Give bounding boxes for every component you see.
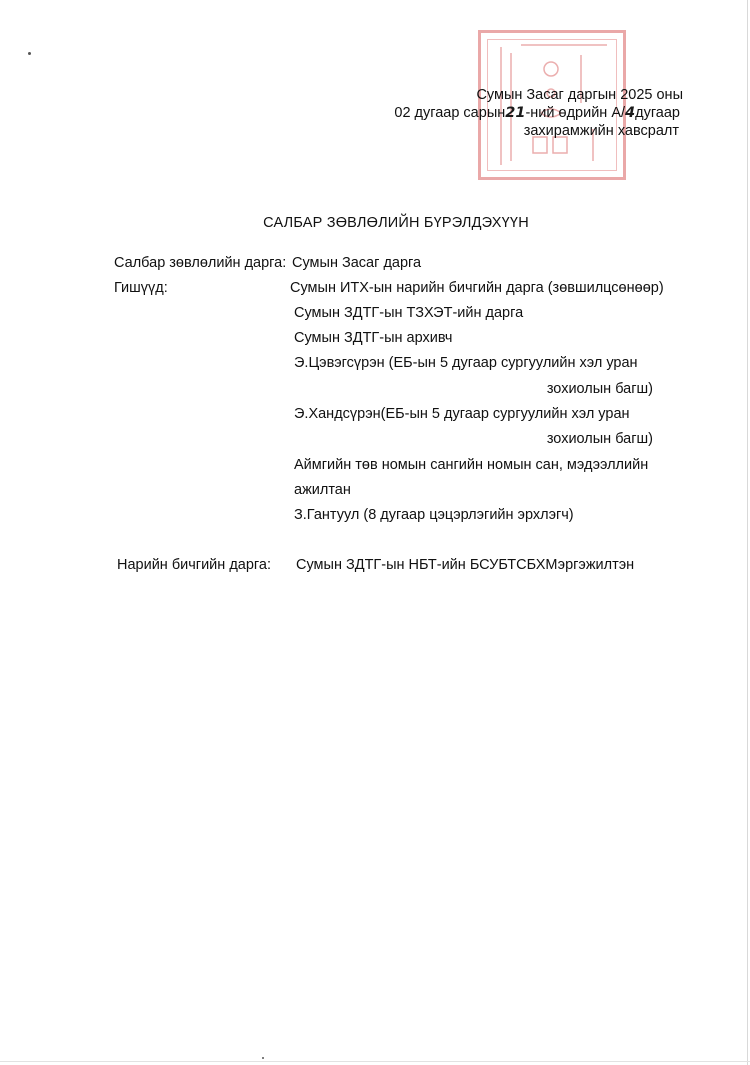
member-line: З.Гантуул (8 дугаар цэцэрлэгийн эрхлэгч) — [294, 507, 574, 523]
member-line: Э.Цэвэгсүрэн (ЕБ-ын 5 дугаар сургуулийн хэл уран — [294, 355, 638, 371]
member-line: Сумын ИТХ-ын нарийн бичгийн дарга (зөвшилцсөнөөр) — [290, 280, 664, 296]
member-line: ажилтан — [294, 482, 351, 498]
secretary-label: Нарийн бичгийн дарга: — [117, 557, 271, 573]
member-line: зохиолын багш) — [546, 381, 653, 397]
member-line: Сумын ЗДТГ-ын ТЗХЭТ-ийн дарга — [294, 305, 524, 321]
header-line-2-suffix: дугаар — [635, 105, 680, 121]
secretary-value: Сумын ЗДТГ-ын НБТ-ийн БСУБТСБХМэргэжилтэн — [296, 557, 635, 573]
header-line-2 — [394, 104, 680, 122]
header-line-3: захирамжийн хавсралт — [523, 123, 679, 139]
member-line: Э.Хандсүрэн(ЕБ-ын 5 дугаар сургуулийн хэл уран — [294, 406, 630, 422]
scan-speck — [262, 1057, 264, 1059]
scan-speck — [28, 52, 31, 55]
handwritten-day: 21 — [505, 105, 526, 121]
header-line-1: Сумын Засаг даргын 2025 оны — [476, 87, 683, 103]
member-line: Сумын ЗДТГ-ын архивч — [294, 330, 453, 346]
member-line: зохиолын багш) — [546, 431, 653, 447]
members-label: Гишүүд: — [114, 280, 168, 296]
scan-edge-bottom — [0, 1061, 750, 1062]
member-line: Аймгийн төв номын сангийн номын сан, мэдээллийн — [294, 457, 649, 473]
handwritten-number: 4 — [625, 105, 636, 121]
document-title: САЛБАР ЗӨВЛӨЛИЙН БҮРЭЛДЭХҮҮН — [263, 215, 529, 231]
chair-value: Сумын Засаг дарга — [292, 255, 422, 271]
scan-edge-right — [747, 0, 748, 1065]
header-line-2-mid: -ний өдрийн А/ — [525, 105, 626, 121]
chair-label: Салбар зөвлөлийн дарга: — [114, 255, 287, 271]
header-line-2-prefix: 02 дугаар сарын — [394, 105, 506, 121]
